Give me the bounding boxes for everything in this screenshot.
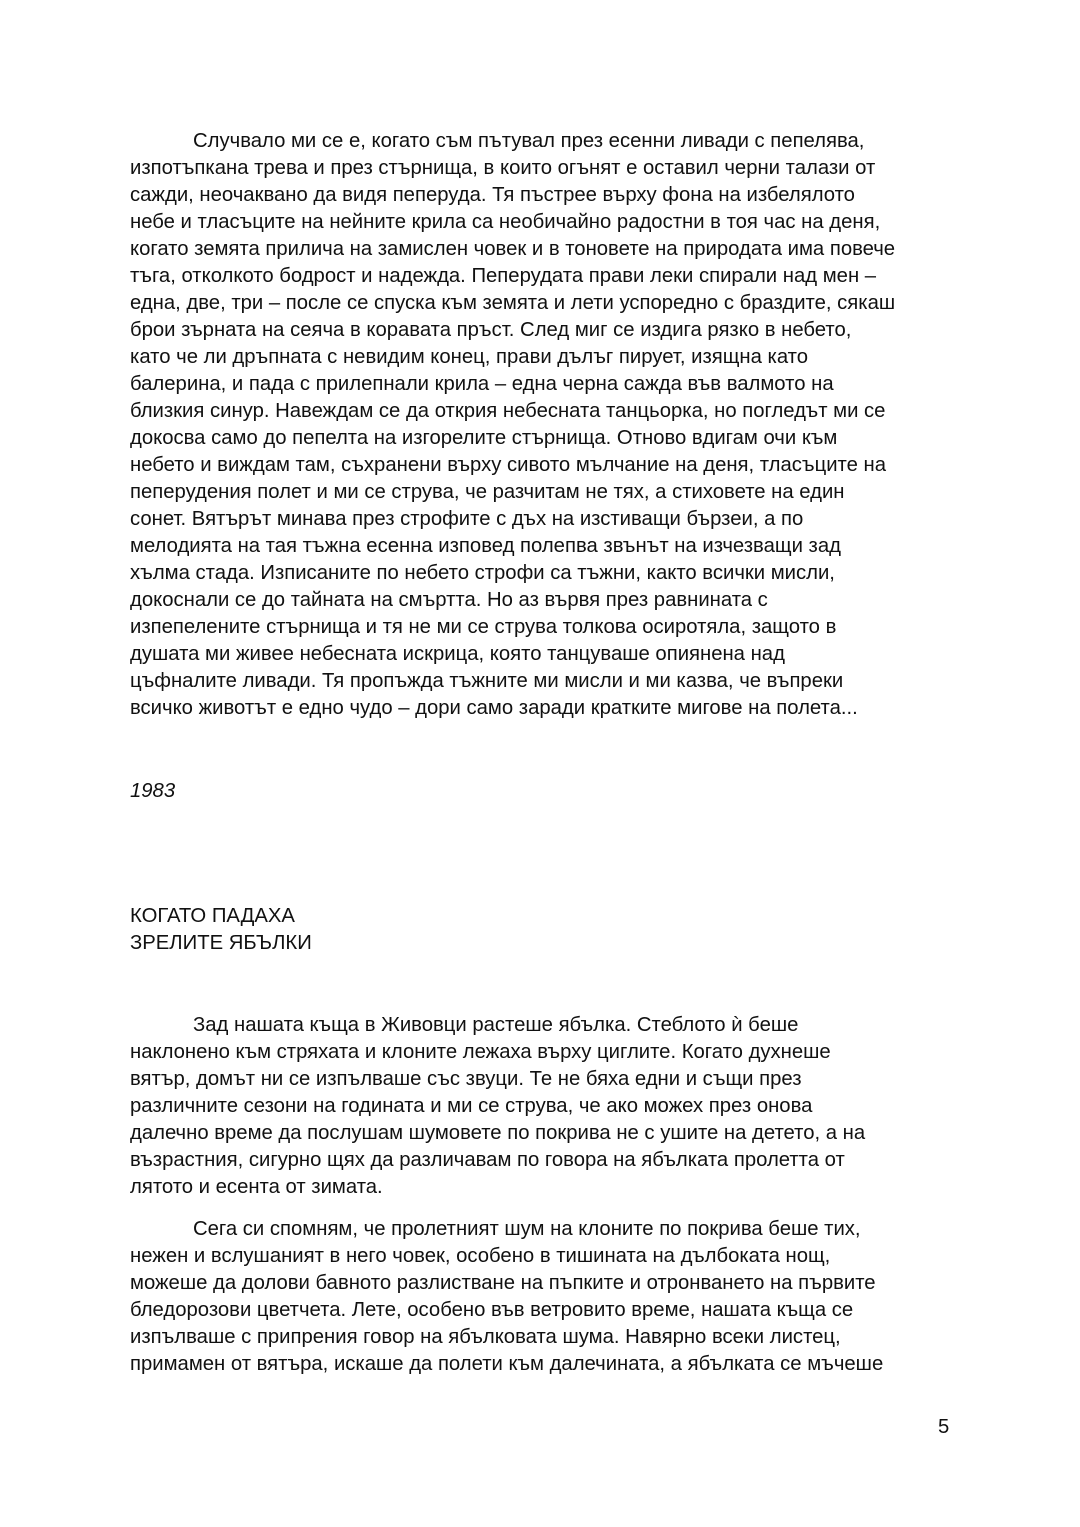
- paragraph-line: пеперудения полет и ми се струва, че разчитам не тях, а стиховете на един: [130, 481, 845, 503]
- chapter-heading-line-1: КОГАТО ПАДАХА: [130, 905, 295, 927]
- paragraph-line: можеше да долови бавното разлистване на пъпките и отронването на първите: [130, 1272, 876, 1294]
- paragraph-line: всичко животът е едно чудо – дори само заради кратките мигове на полета...: [130, 697, 858, 719]
- paragraph-line: душата ми живее небесната искрица, която танцуваше опиянена над: [130, 643, 785, 665]
- paragraph-line: небето и виждам там, съхранени върху сивото мълчание на деня, тласъците на: [130, 454, 886, 476]
- paragraph-line: небе и тласъците на нейните крила са необичайно радостни в тоя час на деня,: [130, 211, 881, 233]
- paragraph-line: сажди, неочаквано да видя пеперуда. Тя пъстрее върху фона на избелялото: [130, 184, 855, 206]
- paragraph-line: примамен от вятъра, искаше да полети към далечината, а ябълката се мъчеше: [130, 1353, 884, 1375]
- paragraph-line: нежен и вслушаният в него човек, особено в тишината на дълбоката нощ,: [130, 1245, 831, 1267]
- paragraph-line: балерина, и пада с прилепнали крила – една черна сажда във валмото на: [130, 373, 834, 395]
- paragraph-line: Зад нашата къща в Живовци растеше ябълка. Стеблото ѝ беше: [193, 1014, 799, 1036]
- paragraph-line: тъга, отколкото бодрост и надежда. Пеперудата прави леки спирали над мен –: [130, 265, 877, 287]
- paragraph-line: брои зърната на сеяча в коравата пръст. След миг се издига рязко в небето,: [130, 319, 852, 341]
- paragraph-line: като че ли дръпната с невидим конец, прави дълъг пирует, изящна като: [130, 346, 809, 368]
- paragraph-line: една, две, три – после се спуска към земята и лети успоредно с браздите, сякаш: [130, 292, 896, 314]
- paragraph-line: близкия синур. Навеждам се да открия небесната танцьорка, но погледът ми се: [130, 400, 886, 422]
- paragraph-line: възрастния, сигурно щях да различавам по говора на ябълката пролетта от: [130, 1149, 845, 1171]
- chapter-heading-line-2: ЗРЕЛИТЕ ЯБЪЛКИ: [130, 932, 312, 954]
- paragraph-line: изпотъпкана трева и през стърнища, в които огънят е оставил черни талази от: [130, 157, 876, 179]
- paragraph-line: докосва само до пепелта на изгорелите стърнища. Отново вдигам очи към: [130, 427, 838, 449]
- paragraph-line: Случвало ми се е, когато съм пътувал през есенни ливади с пепелява,: [193, 130, 865, 152]
- paragraph-line: изпепелените стърнища и тя не ми се струва толкова осиротяла, защото в: [130, 616, 837, 638]
- paragraph-line: изпълваше с припрения говор на ябълковата шума. Навярно всеки листец,: [130, 1326, 841, 1348]
- paragraph-apple-tree: [130, 1012, 952, 1201]
- paragraph-line: цъфналите ливади. Тя пропъжда тъжните ми мисли и ми казва, че въпреки: [130, 670, 844, 692]
- paragraph-line: хълма стада. Изписаните по небето строфи са тъжни, както всички мисли,: [130, 562, 835, 584]
- paragraph-spring-sound: [130, 1216, 952, 1378]
- paragraph-line: лятото и есента от зимата.: [130, 1176, 383, 1198]
- paragraph-line: вятър, домът ни се изпълваше със звуци. Те не бяха едни и същи през: [130, 1068, 802, 1090]
- paragraph-line: далечно време да послушам шумовете по покрива не с ушите на детето, а на: [130, 1122, 866, 1144]
- paragraph-line: Сега си спомням, че пролетният шум на клоните по покрива беше тих,: [193, 1218, 861, 1240]
- paragraph-line: когато земята прилича на замислен човек и в тоновете на природата има повече: [130, 238, 896, 260]
- year-date: 1983: [130, 780, 176, 802]
- paragraph-line: сонет. Вятърът минава през строфите с дъх на изстиващи бързеи, а по: [130, 508, 804, 530]
- paragraph-line: бледорозови цветчета. Лете, особено във ветровито време, нашата къща се: [130, 1299, 854, 1321]
- paragraph-line: различните сезони на годината и ми се струва, че ако можех през онова: [130, 1095, 813, 1117]
- paragraph-line: докоснали се до тайната на смъртта. Но аз вървя през равнината с: [130, 589, 768, 611]
- paragraph-line: наклонено към стряхата и клоните лежаха върху циглите. Когато духнеше: [130, 1041, 831, 1063]
- page-number: 5: [938, 1416, 950, 1438]
- paragraph-line: мелодията на тая тъжна есенна изповед полепва звънът на изчезващи зад: [130, 535, 841, 557]
- paragraph-butterfly: [130, 128, 952, 722]
- chapter-heading: [130, 903, 312, 957]
